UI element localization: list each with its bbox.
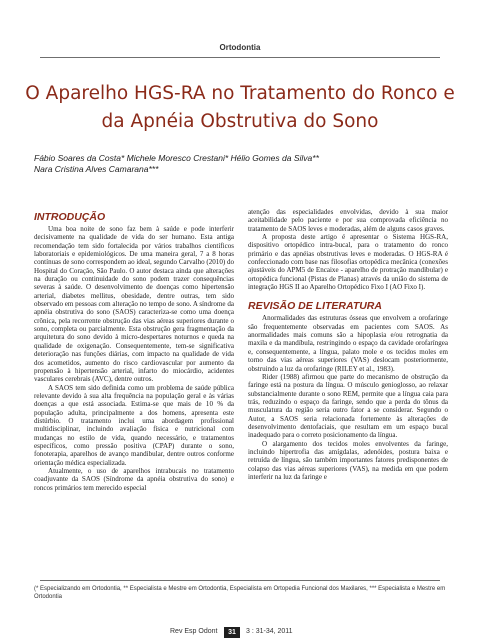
- paragraph: Anormalidades das estruturas ósseas que envolvem a orofaringe são frequentemente observadas em pacientes com SAOS. As anormalidades mais comuns são a hipoplasia e/ou retrognatia da maxila e da mandíbula, restringindo o espaço da cavidade orofaríngea e, consequentemente, a língua, palato mole e os tecidos moles em torno das vias aéreas superiores (VAS) deslocam posteriormente, obstruindo a luz da orofaringe (RILEY et al., 1983).: [248, 314, 448, 373]
- top-rule: [40, 57, 440, 58]
- page-number-badge: 31: [224, 627, 240, 638]
- right-column: [248, 208, 448, 481]
- section-heading-revisao: REVISÃO DE LITERATURA: [248, 300, 382, 313]
- section-heading-introducao: INTRODUÇÃO: [34, 211, 106, 223]
- journal-name: Rev Esp Odont: [170, 628, 218, 635]
- authors: [34, 153, 454, 175]
- paragraph: A proposta deste artigo é apresentar o Sistema HGS-RA, dispositivo ortopédico intra-bucal, para o tratamento do ronco primário e das apnéias obstrutivas leves e moderadas. O HGS-RA é confeccionado com base nas filosofias ortopédica mecânica (conexões ajustáveis do APM5 de Encaixe - aparelho de protração mandibular) e ortopédica funcional (Pistas de Planas) através da união do sistema de integração HGS II ao Aparelho Ortopédico Fixo I (AO Fixo I).: [248, 233, 448, 292]
- paragraph: Rider (1988) afirmou que parte do mecanismo de obstrução da faringe está na postura da língua. O músculo genioglosso, ao relaxar substancialmente durante o sono REM, permite que a língua caia para trás, reduzindo o espaço da faringe, sendo que a perda do tônus da musculatura da região seria outro fator a se considerar. Segundo o Autor, a SAOS seria relacionada fortemente às alterações de desenvolvimento dentofaciais, que resultam em um espaço bucal inadequado para o correto posicionamento da língua.: [248, 372, 448, 440]
- paragraph: Atualmente, o uso de aparelhos intrabucais no tratamento coadjuvante da SAOS (Síndrome da apnéia obstrutiva do sono) e roncos primários tem merecido especial: [34, 466, 234, 492]
- authors-line-2: Nara Cristina Alves Camarana***: [34, 164, 159, 174]
- paragraph: A SAOS tem sido definida como um problema de saúde pública relevante devido à sua alta frequência na população geral e às várias doenças a que está associada. Estima-se que mais de 10 % da população adulta, principalmente a dos homens, apresenta este distúrbio. O tratamento inclui uma abordagem profissional multidisciplinar, incluindo avaliação física e nutricional com mudanças no estilo de vida, quando necessário, e tratamentos específicos, como pressão positiva (CPAP) durante o sono, fonoterapia, aparelhos de avanço mandibular, dentre outros conforme orientação médica especializada.: [34, 383, 234, 467]
- footnote: (* Especializando em Ortodontia, ** Especialista e Mestre em Ortodontia, Especialista em Ortopedia Funcional dos Maxilares, *** Especialista e Mestre em Ortodontia: [34, 586, 446, 600]
- left-column: [34, 208, 234, 492]
- paragraph: O alargamento dos tecidos moles envolventes da faringe, incluindo hipertrofia das amígdalas, adenóides, postura baixa e retruída de língua, são também importantes fatores predisponentes de colapso das vias aéreas superiores (VAS), na medida em que podem interferir na luz da faringe e: [248, 439, 448, 481]
- authors-line-1: Fábio Soares da Costa* Michele Moresco Crestani* Hélio Gomes da Silva**: [34, 153, 319, 163]
- article-title: O Aparelho HGS-RA no Tratamento do Ronco e da Apnéia Obstrutiva do Sono: [25, 83, 455, 132]
- issue-info: 3 : 31-34, 2011: [246, 628, 293, 635]
- footnote-rule: [40, 580, 440, 581]
- section-label: Ortodontia: [219, 43, 261, 52]
- paragraph: atenção das especialidades envolvidas, devido à sua maior aceitabilidade pelo paciente e por sua comprovada eficiência no tratamento de SAOS leves e moderadas, além de alguns casos graves.: [248, 208, 448, 233]
- paragraph: Uma boa noite de sono faz bem à saúde e pode interferir decisivamente na qualidade de vida do ser humano. Esta antiga recomendação tem sido fortalecida por vários trabalhos científicos laboratoriais e epidemiológicos. De uma maneira geral, 7 a 8 horas contínuas de sono correspondem ao ideal, segundo Carvalho (2010) do Hospital do Coração, São Paulo. O autor destaca ainda que alterações na duração ou continuidade do sono podem trazer consequências severas à saúde. O desenvolvimento de doenças como hipertensão arterial, diabetes mellitus, obesidade, dentre outras, tem sido observado em pessoas com alteração no tempo de sono. A síndrome da apnéia obstrutiva do sono (SAOS) caracteriza-se como uma doença crônica, pela recorrente obstrução das vias aéreas superiores durante o sono, completa ou parcialmente. Esta obstrução gera fragmentação da arquitetura do sono devido à micro-despertares noturnos e queda na qualidade de oxigenação. Consequentemente, tem-se significativa deterioração nas funções diárias, com impacto na qualidade de vida dos acometidos, aumento do risco cardiovascular por aumento da propensão à hipertensão arterial, infarto do miocárdio, acidentes vasculares cerebrais (AVC), dentre outros.: [34, 225, 235, 384]
